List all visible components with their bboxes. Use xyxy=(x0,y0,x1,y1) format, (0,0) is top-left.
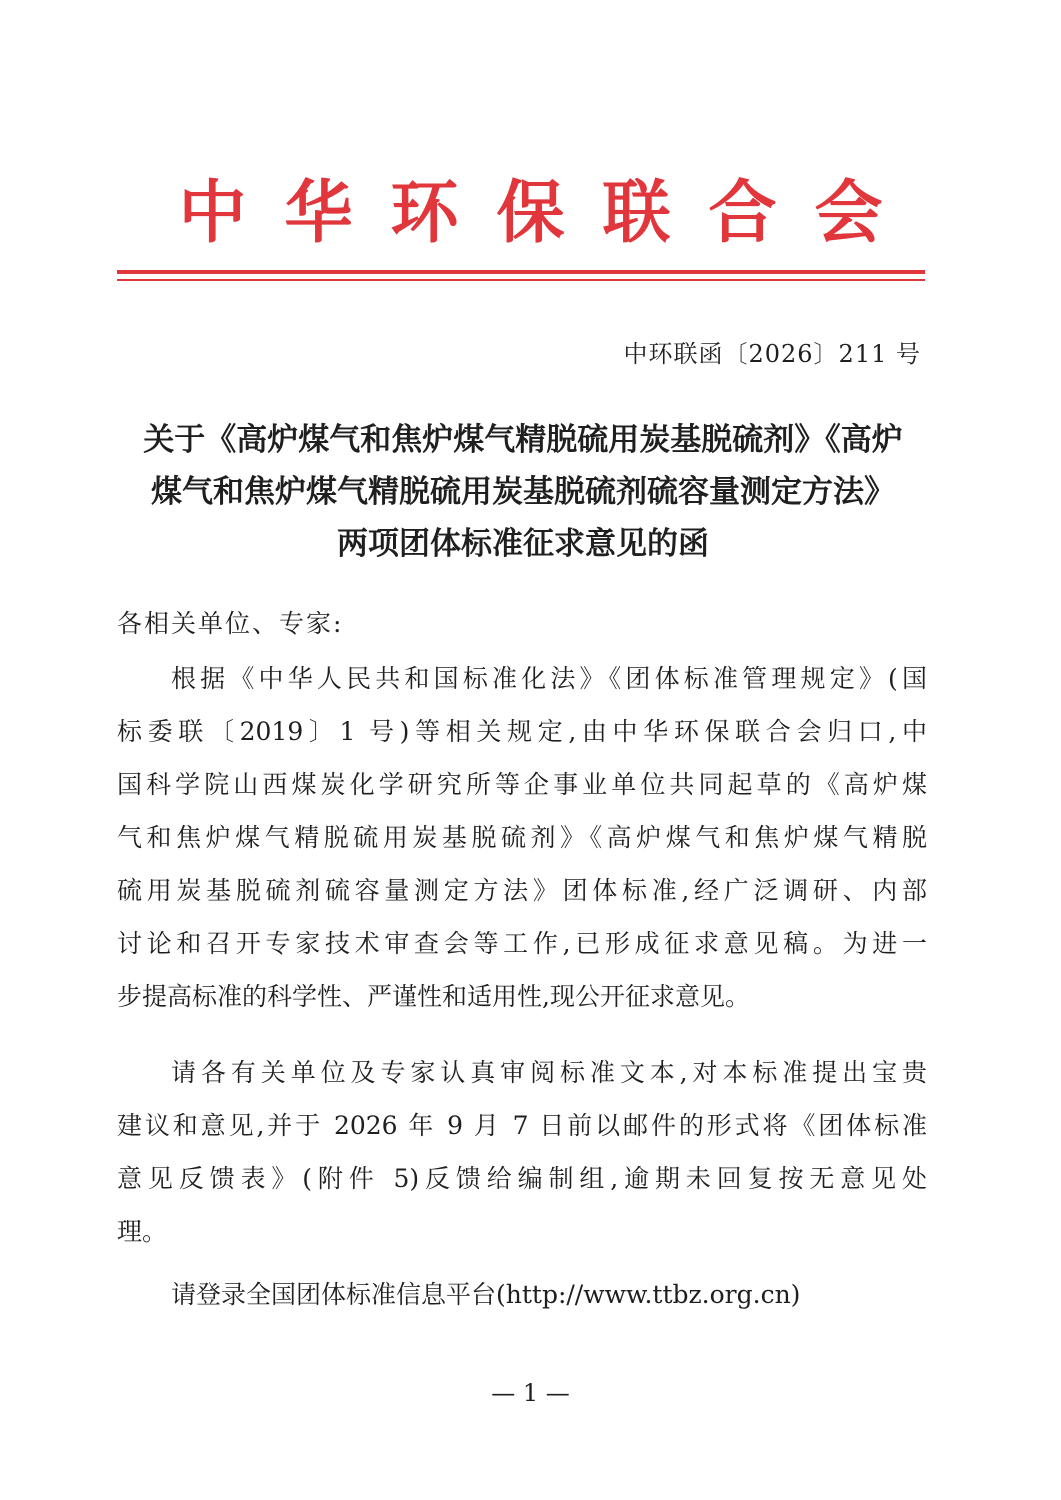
document-title xyxy=(117,414,929,570)
title-line: 关于《高炉煤气和焦炉煤气精脱硫用炭基脱硫剂》《高炉 xyxy=(143,422,903,458)
body-paragraph-1 xyxy=(117,652,927,1023)
paragraph-line: 请各有关单位及专家认真审阅标准文本,对本标准提出宝贵 xyxy=(171,1058,927,1087)
paragraph-line: 意见反馈表》(附件 5)反馈给编制组,逾期未回复按无意见处 xyxy=(117,1164,927,1193)
paragraph-line: 请登录全国团体标准信息平台(http://www.ttbz.org.cn) xyxy=(171,1280,801,1309)
organization-masthead: 中华环保联合会 xyxy=(178,174,921,253)
title-line: 煤气和焦炉煤气精脱硫用炭基脱硫剂硫容量测定方法》 xyxy=(151,474,895,510)
paragraph-line: 硫用炭基脱硫剂硫容量测定方法》团体标准,经广泛调研、内部 xyxy=(117,876,927,905)
page-number: — 1 — xyxy=(491,1379,570,1407)
paragraph-line: 步提高标准的科学性、严谨性和适用性,现公开征求意见。 xyxy=(117,982,750,1011)
paragraph-line: 根据《中华人民共和国标准化法》《团体标准管理规定》(国 xyxy=(171,664,927,693)
paragraph-line: 气和焦炉煤气精脱硫用炭基脱硫剂》《高炉煤气和焦炉煤气精脱 xyxy=(117,823,927,852)
masthead-rule-thin xyxy=(117,279,925,281)
paragraph-line: 标委联〔2019〕1 号)等相关规定,由中华环保联合会归口,中 xyxy=(117,717,927,746)
paragraph-line: 讨论和召开专家技术审查会等工作,已形成征求意见稿。为进一 xyxy=(117,929,927,958)
paragraph-line: 理。 xyxy=(117,1217,168,1246)
document-number: 中环联函〔2026〕211 号 xyxy=(623,340,921,368)
paragraph-line: 建议和意见,并于 2026 年 9 月 7 日前以邮件的形式将《团体标准 xyxy=(117,1111,927,1140)
masthead-rule-thick xyxy=(117,270,925,274)
salutation: 各相关单位、专家: xyxy=(117,609,344,638)
body-paragraph-3 xyxy=(117,1268,927,1321)
paragraph-line: 国科学院山西煤炭化学研究所等企事业单位共同起草的《高炉煤 xyxy=(117,770,927,799)
title-line: 两项团体标准征求意见的函 xyxy=(337,526,709,562)
body-paragraph-2 xyxy=(117,1046,927,1258)
